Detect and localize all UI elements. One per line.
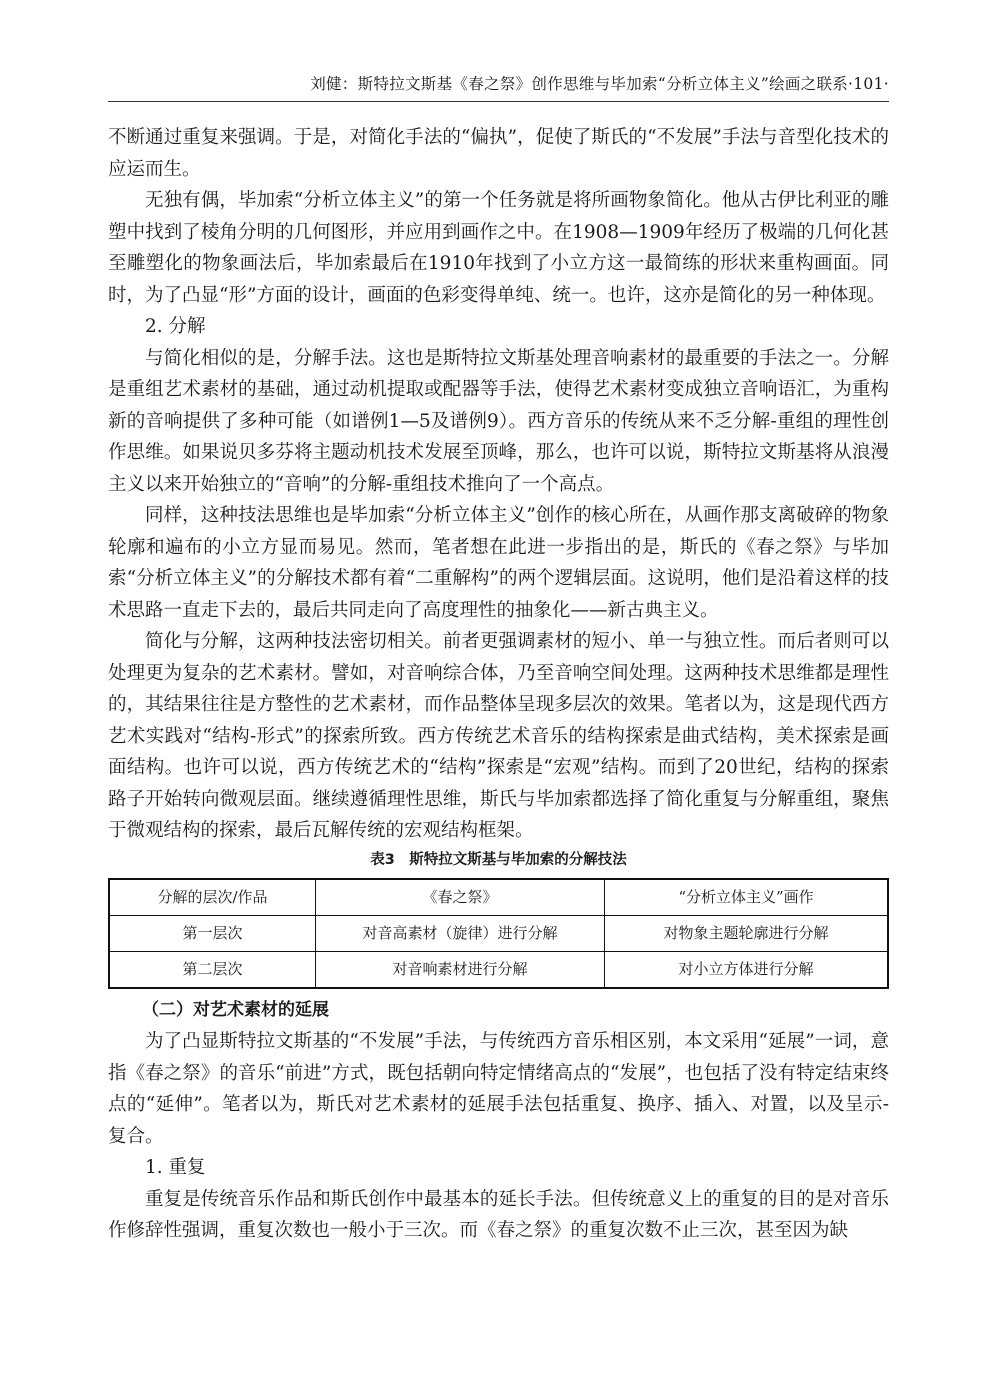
table-header-row (109, 879, 888, 916)
table-cell: 对音高素材（旋律）进行分解 (316, 915, 605, 951)
subheading-fenjie: 2. 分解 (145, 316, 206, 337)
table-header-cell: “分析立体主义”画作 (605, 879, 889, 916)
running-header (108, 72, 889, 102)
section-heading-extension: （二）对艺术素材的延展 (142, 999, 329, 1020)
article-body (108, 122, 889, 1247)
decomposition-table (108, 878, 889, 989)
paragraph-3: 与简化相似的是，分解手法。这也是斯特拉文斯基处理音响素材的最重要的手法之一。分解是重组艺术素材的基础，通过动机提取或配器等手法，使得艺术素材变成独立音响语汇，为重构新的音响提供了多种可能（如谱例1—5及谱例9）。西方音乐的传统从来不乏分解-重组的理性创作思维。如果说贝多芬将主题动机技术发展至顶峰，那么，也许可以说，斯特拉文斯基将从浪漫主义以来开始独立的“音响”的分解-重组技术推向了一个高点。 (108, 347, 889, 495)
table-header-cell: 分解的层次/作品 (109, 879, 316, 916)
table-cell: 对音响素材进行分解 (316, 951, 605, 988)
table-cell: 对小立方体进行分解 (605, 951, 889, 988)
paragraph-4: 同样，这种技法思维也是毕加索“分析立体主义”创作的核心所在，从画作那支离破碎的物象轮廓和遍布的小立方显而易见。然而，笔者想在此进一步指出的是，斯氏的《春之祭》与毕加索“分析立体主义”的分解技术都有着“二重解构”的两个逻辑层面。这说明，他们是沿着这样的技术思路一直走下去的，最后共同走向了高度理性的抽象化——新古典主义。 (108, 505, 889, 621)
paragraph-5: 简化与分解，这两种技法密切相关。前者更强调素材的短小、单一与独立性。而后者则可以处理更为复杂的艺术素材。譬如，对音响综合体，乃至音响空间处理。这两种技术思维都是理性的，其结果往往是方整性的艺术素材，而作品整体呈现多层次的效果。笔者以为，这是现代西方艺术实践对“结构-形式”的探索所致。西方传统艺术音乐的结构探索是曲式结构，美术探索是画面结构。也许可以说，西方传统艺术的“结构”探索是“宏观”结构。而到了20世纪，结构的探索路子开始转向微观层面。继续遵循理性思维，斯氏与毕加索都选择了简化重复与分解重组，聚焦于微观结构的探索，最后瓦解传统的宏观结构框架。 (108, 631, 889, 841)
paragraph-1: 不断通过重复来强调。于是，对简化手法的“偏执”，促使了斯氏的“不发展”手法与音型化技术的应运而生。 (108, 127, 889, 180)
paragraph-7: 重复是传统音乐作品和斯氏创作中最基本的延长手法。但传统意义上的重复的目的是对音乐作修辞性强调，重复次数也一般小于三次。而《春之祭》的重复次数不止三次，甚至因为缺 (108, 1188, 889, 1241)
page-number: ·101· (848, 75, 889, 93)
paragraph-2: 无独有偶，毕加索“分析立体主义”的第一个任务就是将所画物象简化。他从古伊比利亚的雕塑中找到了棱角分明的几何图形，并应用到画作之中。在1908—1909年经历了极端的几何化甚至雕塑化的物象画法后，毕加索最后在1910年找到了小立方这一最简练的形状来重构画面。同时，为了凸显“形”方面的设计，画面的色彩变得单纯、统一。也许，这亦是简化的另一种体现。 (108, 190, 889, 306)
subheading-chongfu: 1. 重复 (145, 1157, 206, 1178)
table-cell: 第一层次 (109, 915, 316, 951)
table-row (109, 951, 888, 988)
table-header-cell: 《春之祭》 (316, 879, 605, 916)
table-row (109, 915, 888, 951)
table-cell: 对物象主题轮廓进行分解 (605, 915, 889, 951)
table-cell: 第二层次 (109, 951, 316, 988)
table-caption: 表3 斯特拉文斯基与毕加索的分解技法 (370, 851, 627, 868)
running-title: 刘健：斯特拉文斯基《春之祭》创作思维与毕加索“分析立体主义”绘画之联系 (310, 75, 849, 93)
paragraph-6: 为了凸显斯特拉文斯基的“不发展”手法，与传统西方音乐相区别，本文采用“延展”一词，意指《春之祭》的音乐“前进”方式，既包括朝向特定情绪高点的“发展”，也包括了没有特定结束终点的“延伸”。笔者以为，斯氏对艺术素材的延展手法包括重复、换序、插入、对置，以及呈示-复合。 (108, 1031, 889, 1147)
